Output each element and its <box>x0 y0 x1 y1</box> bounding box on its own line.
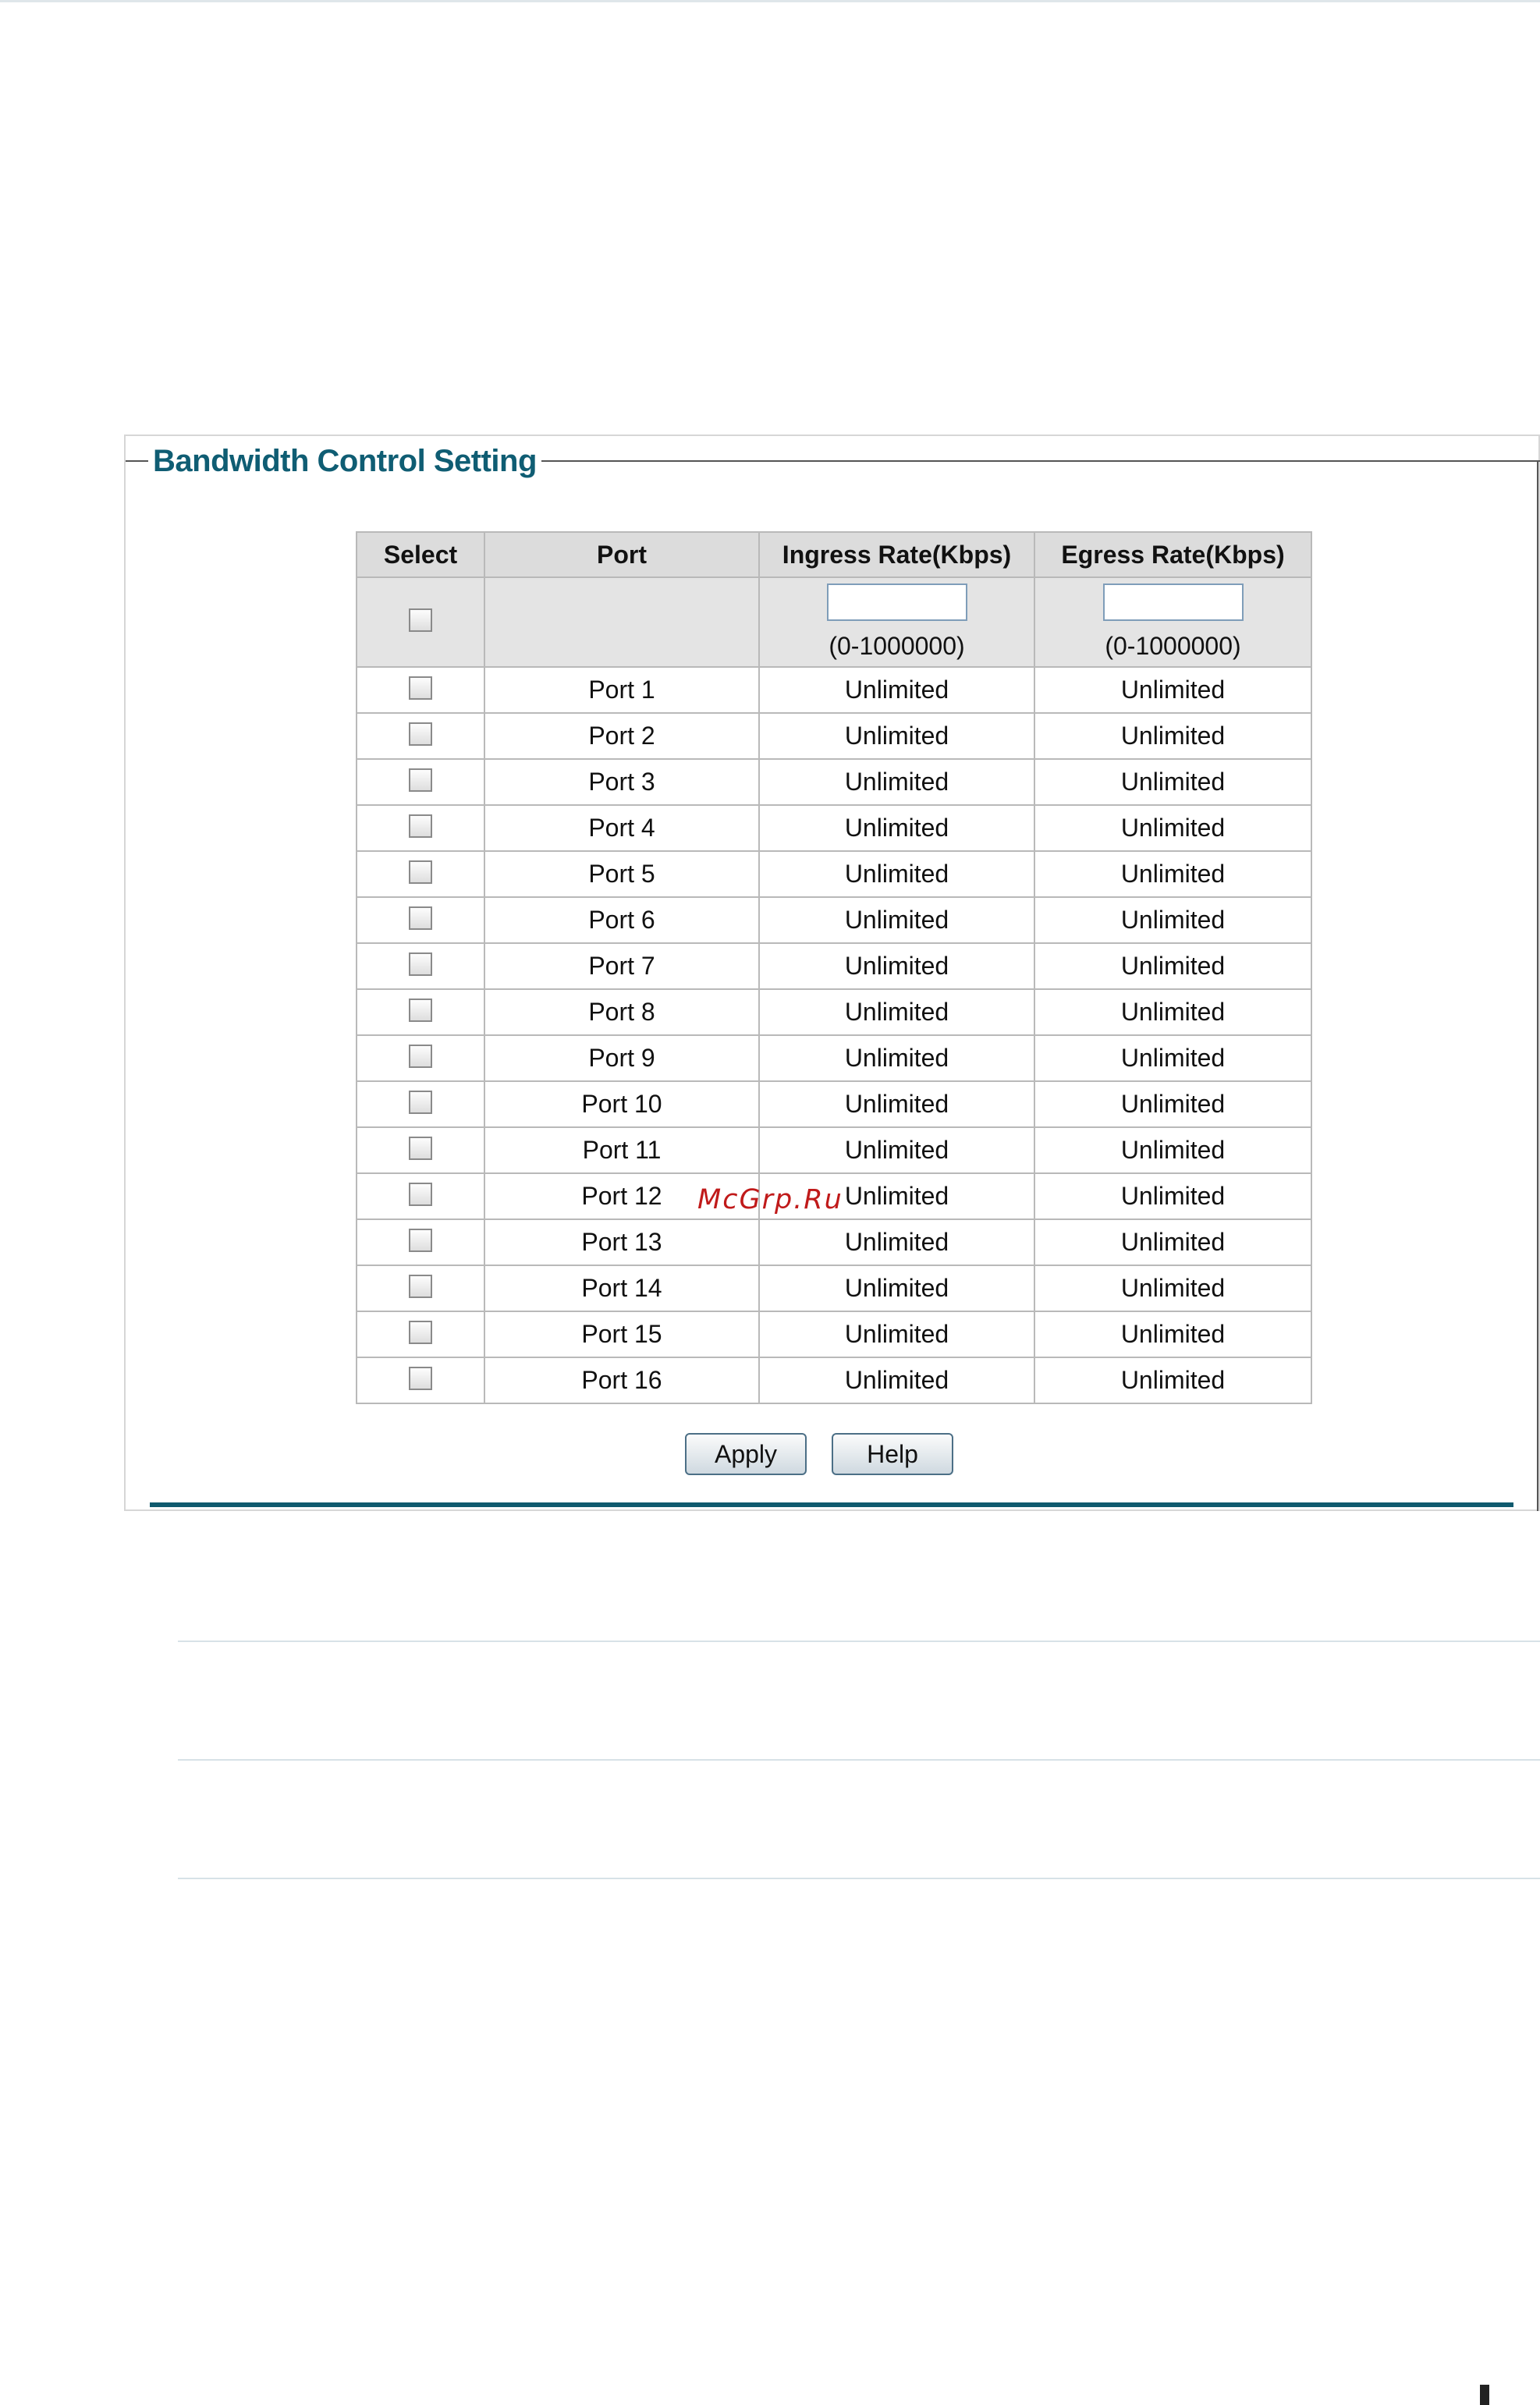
egress-input-cell <box>1034 577 1311 667</box>
egress-rate-cell: Unlimited <box>1034 1035 1311 1081</box>
column-header-ingress-rate: Ingress Rate(Kbps) <box>759 532 1034 577</box>
select-cell <box>357 897 484 943</box>
table-row <box>357 805 1311 851</box>
select-cell <box>357 989 484 1035</box>
select-cell <box>357 1173 484 1219</box>
egress-rate-cell: Unlimited <box>1034 1173 1311 1219</box>
egress-rate-cell: Unlimited <box>1034 1357 1311 1403</box>
watermark-text: McGrp.Ru <box>697 1184 843 1215</box>
row-select-checkbox[interactable] <box>409 1045 432 1068</box>
table-row <box>357 1081 1311 1127</box>
table-row <box>357 1311 1311 1357</box>
table-row <box>357 667 1311 713</box>
port-name-cell: Port 1 <box>484 667 759 713</box>
row-select-checkbox[interactable] <box>409 1321 432 1344</box>
select-cell <box>357 667 484 713</box>
port-name-cell: Port 2 <box>484 713 759 759</box>
panel-right-border <box>1537 461 1538 1511</box>
corner-mark <box>1480 2385 1489 2405</box>
bandwidth-table <box>356 531 1312 1404</box>
port-name-cell: Port 4 <box>484 805 759 851</box>
ingress-rate-input[interactable] <box>827 584 967 621</box>
table-row <box>357 851 1311 897</box>
ingress-rate-cell: Unlimited <box>759 1035 1034 1081</box>
ingress-rate-cell: Unlimited <box>759 1173 1034 1219</box>
port-name-cell: Port 7 <box>484 943 759 989</box>
select-cell <box>357 1265 484 1311</box>
egress-rate-cell: Unlimited <box>1034 713 1311 759</box>
table-header-row <box>357 532 1311 577</box>
select-cell <box>357 1311 484 1357</box>
row-select-checkbox[interactable] <box>409 1367 432 1390</box>
column-header-port: Port <box>484 532 759 577</box>
row-select-checkbox[interactable] <box>409 768 432 792</box>
select-cell <box>357 851 484 897</box>
select-cell <box>357 713 484 759</box>
table-row <box>357 1127 1311 1173</box>
egress-rate-cell: Unlimited <box>1034 943 1311 989</box>
divider-line <box>178 1878 1540 1879</box>
port-name-cell: Port 12 <box>484 1173 759 1219</box>
table-row <box>357 1357 1311 1403</box>
egress-rate-cell: Unlimited <box>1034 851 1311 897</box>
port-name-cell: Port 15 <box>484 1311 759 1357</box>
egress-rate-cell: Unlimited <box>1034 1265 1311 1311</box>
select-cell <box>357 805 484 851</box>
row-select-checkbox[interactable] <box>409 906 432 930</box>
row-select-checkbox[interactable] <box>409 860 432 884</box>
egress-rate-cell: Unlimited <box>1034 897 1311 943</box>
egress-rate-cell: Unlimited <box>1034 667 1311 713</box>
egress-rate-cell: Unlimited <box>1034 1081 1311 1127</box>
ingress-input-cell <box>759 577 1034 667</box>
ingress-rate-cell: Unlimited <box>759 1127 1034 1173</box>
row-select-checkbox[interactable] <box>409 722 432 746</box>
bulk-edit-row <box>357 577 1311 667</box>
port-name-cell: Port 11 <box>484 1127 759 1173</box>
ingress-rate-cell: Unlimited <box>759 667 1034 713</box>
port-blank-cell <box>484 577 759 667</box>
ingress-rate-cell: Unlimited <box>759 1219 1034 1265</box>
table-row <box>357 897 1311 943</box>
ingress-rate-cell: Unlimited <box>759 897 1034 943</box>
port-name-cell: Port 5 <box>484 851 759 897</box>
row-select-checkbox[interactable] <box>409 1137 432 1160</box>
row-select-checkbox[interactable] <box>409 1183 432 1206</box>
row-select-checkbox[interactable] <box>409 1275 432 1298</box>
port-name-cell: Port 3 <box>484 759 759 805</box>
select-cell <box>357 759 484 805</box>
ingress-rate-cell: Unlimited <box>759 1311 1034 1357</box>
port-name-cell: Port 14 <box>484 1265 759 1311</box>
egress-rate-cell: Unlimited <box>1034 989 1311 1035</box>
apply-button[interactable]: Apply <box>685 1433 807 1475</box>
port-name-cell: Port 8 <box>484 989 759 1035</box>
select-all-checkbox[interactable] <box>409 608 432 632</box>
select-cell <box>357 1357 484 1403</box>
egress-rate-cell: Unlimited <box>1034 759 1311 805</box>
table-row <box>357 989 1311 1035</box>
select-cell <box>357 1035 484 1081</box>
panel-title: Bandwidth Control Setting <box>148 442 541 481</box>
row-select-checkbox[interactable] <box>409 1091 432 1114</box>
ingress-rate-cell: Unlimited <box>759 1265 1034 1311</box>
select-cell <box>357 1219 484 1265</box>
port-name-cell: Port 13 <box>484 1219 759 1265</box>
port-name-cell: Port 9 <box>484 1035 759 1081</box>
row-select-checkbox[interactable] <box>409 1229 432 1252</box>
ingress-rate-cell: Unlimited <box>759 805 1034 851</box>
egress-rate-input[interactable] <box>1103 584 1244 621</box>
egress-rate-cell: Unlimited <box>1034 1127 1311 1173</box>
table-row <box>357 1035 1311 1081</box>
egress-rate-cell: Unlimited <box>1034 805 1311 851</box>
divider-line <box>178 1641 1540 1642</box>
table-row <box>357 1219 1311 1265</box>
help-button[interactable]: Help <box>832 1433 953 1475</box>
egress-rate-cell: Unlimited <box>1034 1311 1311 1357</box>
port-name-cell: Port 10 <box>484 1081 759 1127</box>
row-select-checkbox[interactable] <box>409 814 432 838</box>
ingress-range-hint: (0-1000000) <box>829 632 965 660</box>
port-name-cell: Port 16 <box>484 1357 759 1403</box>
ingress-rate-cell: Unlimited <box>759 713 1034 759</box>
select-cell <box>357 943 484 989</box>
column-header-egress-rate: Egress Rate(Kbps) <box>1034 532 1311 577</box>
table-row <box>357 1265 1311 1311</box>
select-cell <box>357 1081 484 1127</box>
panel-bottom-rule <box>150 1502 1513 1507</box>
row-select-checkbox[interactable] <box>409 676 432 700</box>
ingress-rate-cell: Unlimited <box>759 943 1034 989</box>
row-select-checkbox[interactable] <box>409 999 432 1022</box>
divider-line <box>178 1759 1540 1761</box>
ingress-rate-cell: Unlimited <box>759 1081 1034 1127</box>
top-rule <box>0 0 1540 2</box>
ingress-rate-cell: Unlimited <box>759 759 1034 805</box>
table-row <box>357 713 1311 759</box>
column-header-select: Select <box>357 532 484 577</box>
table-row <box>357 943 1311 989</box>
egress-rate-cell: Unlimited <box>1034 1219 1311 1265</box>
ingress-rate-cell: Unlimited <box>759 1357 1034 1403</box>
egress-range-hint: (0-1000000) <box>1105 632 1241 660</box>
ingress-rate-cell: Unlimited <box>759 989 1034 1035</box>
table-row <box>357 759 1311 805</box>
row-select-checkbox[interactable] <box>409 952 432 976</box>
port-name-cell: Port 6 <box>484 897 759 943</box>
select-all-cell <box>357 577 484 667</box>
select-cell <box>357 1127 484 1173</box>
ingress-rate-cell: Unlimited <box>759 851 1034 897</box>
